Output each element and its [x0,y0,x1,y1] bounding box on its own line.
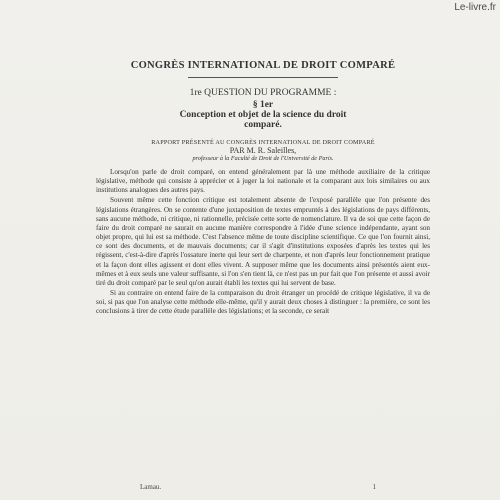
title-rule [188,77,338,78]
paragraph-mark: § 1er [252,100,274,110]
report-line: RAPPORT PRÉSENTÉ AU CONGRÈS INTERNATIONAL DE DROIT COMPARÉ [151,139,375,146]
body-paragraph-3: Si au contraire on entend faire de la comparaison du droit étranger un procédé de critique législative, il va de soi, si pas que l'on analyse cette méthode elle-même, qu'il y aurait deux choses à distinguer : la première, ce sont les conclusions à tirer de cette étude parallèle des législations; et la seconde, ce serait [96,289,430,316]
section-heading: 1re QUESTION DU PROGRAMME : [189,88,337,98]
watermark: Le-livre.fr [454,2,496,13]
subtitle-line-1: Conception et objet de la science du droit [179,110,347,120]
footer-signature: Lamau. [140,483,162,491]
page-footer [140,483,376,491]
body-paragraph-1: Lorsqu'on parle de droit comparé, on entend généralement par là une méthode auxiliaire de la critique législative, méthode qui consiste à apprécier et à juger la loi nationale et la comparant aux lois similaires ou aux institutions analogues des autres pays. [96,168,430,195]
text-column [96,60,430,318]
subtitle-line-2: comparé. [244,120,282,130]
document-title: CONGRÈS INTERNATIONAL DE DROIT COMPARÉ [130,60,396,71]
author-line: PAR M. R. Saleilles, [229,146,297,155]
page-number: 1 [372,483,376,491]
body-paragraph-2: Souvent même cette fonction critique est totalement absente de l'exposé parallèle que l'on présente des législations étrangères. On se contente d'une juxtaposition de textes empruntés à des législations de pays différents, sans aucune méthode, ni critique, ni rationnelle, précisée cette sorte de nomenclature. Il va de soi que cette façon de faire du droit comparé ne saurait en aucune manière correspondre à l'idée d'une science indépendante, ayant son objet propre, qui lui est sa méthode. C'est l'absence même de toute discipline scientifique. Ce que l'on fournit ainsi, ce sont des documents, et de mauvais documents; car il s'agit d'institutions exposées d'après les textes qui les régissent, c'est-à-dire d'après l'ossature inerte qui leur sert de charpente, et non d'après leur fonctionnement pratique et la façon dont elles agissent et dont elles vivent. A supposer même que les documents ainsi présentés aient eux-mêmes et à eux seuls une valeur suffisante, si l'on s'en tient là, ce n'est pas un pur fait que l'on présente et aussi avoir tiré du droit comparé par le seul qu'on aurait établi les textes qui lui servent de base. [96,196,430,287]
author-affiliation: professeur à la Faculté de Droit de l'Université de Paris. [192,155,334,162]
